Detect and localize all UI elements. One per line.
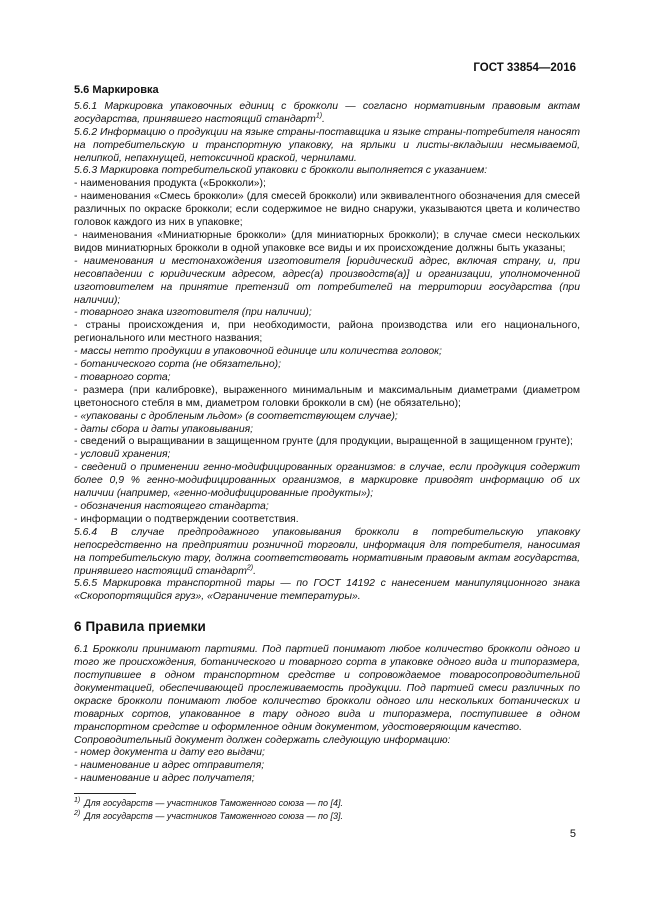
paragraph-6-1: 6.1 Брокколи принимают партиями. Под партией понимают любое количество брокколи одного и того же происхождения, ботанического и товарного сорта в упаковке одного вида и типоразмера, поступившее в одном транспортном средстве и сопровождаемое товаросопроводительной документацией, обеспечивающей прослеживаемость продукции. Под партией смеси различных по окраске брокколи понимают любое количество брокколи одного или нескольких ботанических и товарных сортов, упакованное в тару одного вида и типоразмера, поступившее в одном транспортном средстве и оформленное одним документом, удостоверяющим качество.: [74, 644, 580, 733]
list-item: - товарного сорта;: [74, 371, 171, 383]
list-item: - условий хранения;: [74, 449, 171, 461]
list-item: - сведений о выращивании в защищенном грунте (для продукции, выращенной в защищенном грунте);: [74, 436, 573, 448]
list-item: - сведений о применении генно-модифицированных организмов: в случае, если продукция содержит более 0,9 % генно-модифицированных организмов, в маркировке приводят информацию об их наличии (например, «генно-модифицированные продукты»);: [74, 462, 580, 500]
paragraph-accompanying-doc: Сопроводительный документ должен содержать следующую информацию:: [74, 734, 451, 746]
footnote-2: $^{2)}$ Для государств — участников Таможенного союза — по [3].: [74, 809, 344, 821]
list-item: - информации о подтверждении соответствия.: [74, 513, 299, 525]
list-item: - обозначения настоящего стандарта;: [74, 501, 269, 512]
list-item: - даты сбора и даты упаковывания;: [74, 423, 254, 435]
list-item: - наименование и адрес получателя;: [74, 773, 255, 785]
list-item: - «упакованы с дробленым льдом» (в соответствующем случае);: [74, 410, 398, 422]
list-item: - наименования «Смесь брокколи» (для смесей брокколи) или эквивалентного обозначения для смесей различных по окраске брокколи; если содержимое не видно снаружи, указываются цвета и количество головок каждого из них в упаковке;: [74, 191, 580, 229]
list-item: - номер документа и дату его выдачи;: [74, 747, 265, 759]
paragraph-5-6-5: 5.6.5 Маркировка транспортной тары — по ГОСТ 14192 с нанесением манипуляционного знака «Скоропортящийся груз», «Ограничение температуры».: [74, 578, 580, 603]
paragraph-5-6-4: 5.6.4 В случае предпродажного упаковывания брокколи в потребительскую упаковку непосредственно на предприятии розничной торговли, информация для потребителя, наносимая на потребительскую тару, должна соответствовать нормативным правовым актам государства, принявшего настоящий стандарт$^{2)}$.: [74, 526, 580, 577]
list-item: - наименования «Миниатюрные брокколи» (для миниатюрных брокколи); в случае смеси нескольких видов миниатюрных брокколи в одной упаковке все виды и их происхождение должны быть указаны;: [74, 229, 580, 254]
list-item: - наименование и адрес отправителя;: [74, 760, 265, 772]
list-item: - товарного знака изготовителя (при наличии);: [74, 307, 312, 319]
page-number: 5: [569, 828, 576, 840]
section-heading-6: 6 Правила приемки: [74, 619, 206, 635]
footnote-1: $^{1)}$ Для государств — участников Таможенного союза — по [4].: [74, 797, 344, 808]
list-item: - наименования продукта («Брокколи»);: [74, 178, 266, 190]
list-item: - ботанического сорта (не обязательно);: [74, 359, 281, 371]
footnote-separator: [74, 793, 136, 794]
page-content: [74, 84, 580, 786]
footnote-ref-2: 2): [246, 564, 254, 572]
paragraph-5-6-2: 5.6.2 Информацию о продукции на языке страны-поставщика и языке страны-потребителя наносят на потребительскую и транспортную упаковку, на ярлыки и листы-вкладыши несмываемой, нелипкой, непахнущей, нетоксичной краской, чернилами.: [74, 126, 580, 164]
document-code: ГОСТ 33854—2016: [473, 62, 576, 74]
list-item: - массы нетто продукции в упаковочной единице или количества головок;: [74, 346, 442, 358]
footnote-ref-1: 1): [315, 112, 323, 120]
list-item: - наименования и местонахождения изготовителя [юридический адрес, включая страну, и, при несовпадении с юридическим адресом, адрес(а) производств(а)] и организации, уполномоченной изготовителем на принятие претензий от потребителей на территории государства (при наличии);: [74, 255, 580, 306]
list-item: - страны происхождения и, при необходимости, района производства или его национального, регионального или местного названия;: [74, 320, 580, 345]
list-item: - размера (при калибровке), выраженного минимальным и максимальным диаметрами (диаметром цветоносного стебля в мм, диаметром головки брокколи в см) (не обязательно);: [74, 384, 580, 409]
footnotes: [74, 797, 580, 822]
paragraph-5-6-1: 5.6.1 Маркировка упаковочных единиц с брокколи — согласно нормативным правовым актам государства, принявшего настоящий стандарт$^{1)}$.: [74, 100, 580, 125]
section-heading-5-6: 5.6 Маркировка: [74, 84, 159, 96]
paragraph-5-6-3: 5.6.3 Маркировка потребительской упаковки с брокколи выполняется с указанием:: [74, 165, 488, 177]
